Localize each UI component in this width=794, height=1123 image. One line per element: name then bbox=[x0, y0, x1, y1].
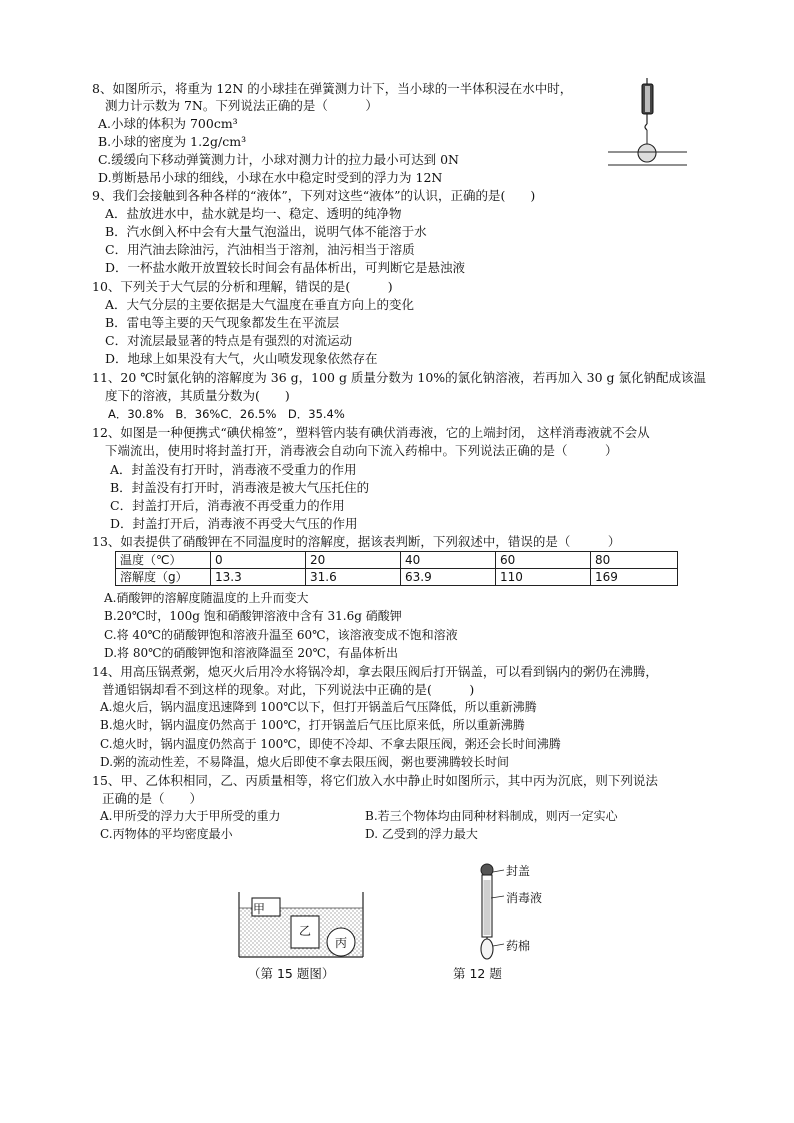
table-cell: 60 bbox=[496, 552, 591, 569]
solubility-table bbox=[115, 551, 678, 586]
q9-stem: 9、我们会接触到各种各样的“液体”，下列对这些“液体”的认识，正确的是( ) bbox=[92, 188, 536, 203]
table-cell: 40 bbox=[401, 552, 496, 569]
q15-option-d: D. 乙受到的浮力最大 bbox=[365, 827, 478, 841]
q8-option-b: B.小球的密度为 1.2g/cm³ bbox=[98, 134, 247, 149]
q8-option-a: A.小球的体积为 700cm³ bbox=[98, 116, 238, 131]
q9-option-b: B．汽水倒入杯中会有大量气泡溢出，说明气体不能溶于水 bbox=[105, 224, 427, 239]
fig12-caption: 第 12 题 bbox=[453, 966, 502, 981]
table-row bbox=[116, 569, 678, 586]
table-cell: 63.9 bbox=[401, 569, 496, 586]
q13-option-d: D.将 80℃的硝酸钾饱和溶液降温至 20℃，有晶体析出 bbox=[104, 646, 399, 660]
table-cell: 溶解度（g） bbox=[116, 569, 211, 586]
q13-stem: 13、如表提供了硝酸钾在不同温度时的溶解度，据该表判断，下列叙述中，错误的是（ ） bbox=[92, 534, 621, 549]
q8-stem-line1: 8、如图所示，将重为 12N 的小球挂在弹簧测力计下，当小球的一半体积浸在水中时， bbox=[92, 81, 573, 96]
q9-option-c: C．用汽油去除油污，汽油相当于溶剂，油污相当于溶质 bbox=[105, 242, 415, 257]
q12-stem-line2: 下端流出，使用时将封盖打开，消毒液会自动向下流入药棉中。下列说法正确的是（ ） bbox=[105, 443, 618, 458]
q12-option-a: A．封盖没有打开时，消毒液不受重力的作用 bbox=[110, 462, 357, 477]
table-cell: 温度（℃） bbox=[116, 552, 211, 569]
q14-option-a: A.熄火后，锅内温度迅速降到 100℃以下，但打开锅盖后气压降低，所以重新沸腾 bbox=[100, 700, 537, 714]
q15-option-c: C.丙物体的平均密度最小 bbox=[100, 827, 233, 841]
q15-option-b: B.若三个物体均由同种材料制成，则丙一定实心 bbox=[365, 809, 618, 823]
table-cell: 169 bbox=[591, 569, 678, 586]
q8-option-d: D.剪断悬吊小球的细线，小球在水中稳定时受到的浮力为 12N bbox=[98, 170, 443, 185]
q11-options: A．30.8% B．36%C．26.5% D．35.4% bbox=[108, 407, 345, 421]
table-row bbox=[116, 552, 678, 569]
q9-option-d: D．一杯盐水敞开放置较长时间会有晶体析出，可判断它是悬浊液 bbox=[105, 260, 466, 275]
label-cap: 封盖 bbox=[506, 864, 531, 878]
q14-option-c: C.熄火时，锅内温度仍然高于 100℃，即使不冷却、不拿去限压阀，粥还会长时间沸腾 bbox=[100, 737, 561, 751]
q8-stem-line2: 测力计示数为 7N。下列说法正确的是（ ） bbox=[105, 98, 378, 113]
table-cell: 80 bbox=[591, 552, 678, 569]
q13-option-c: C.将 40℃的硝酸钾饱和溶液升温至 60℃，该溶液变成不饱和溶液 bbox=[104, 628, 458, 642]
q10-option-c: C．对流层最显著的特点是有强烈的对流运动 bbox=[105, 333, 353, 348]
q12-option-b: B．封盖没有打开时，消毒液是被大气压托住的 bbox=[110, 480, 370, 495]
q15-option-a: A.甲所受的浮力大于甲所受的重力 bbox=[100, 809, 281, 823]
label-yi: 乙 bbox=[299, 924, 312, 938]
label-jia: 甲 bbox=[253, 902, 266, 916]
q12-option-c: C．封盖打开后，消毒液不再受重力的作用 bbox=[110, 498, 345, 513]
q14-option-d: D.粥的流动性差，不易降温，熄火后即使不拿去限压阀，粥也要沸腾较长时间 bbox=[100, 755, 510, 769]
q10-option-b: B．雷电等主要的天气现象都发生在平流层 bbox=[105, 315, 340, 330]
q10-stem: 10、下列关于大气层的分析和理解，错误的是( ) bbox=[92, 279, 393, 294]
label-cotton: 药棉 bbox=[506, 939, 531, 953]
q10-option-d: D．地球上如果没有大气，火山喷发现象依然存在 bbox=[105, 351, 378, 366]
q14-stem-line2: 普通铝锅却看不到这样的现象。对此，下列说法中正确的是( ) bbox=[102, 682, 475, 697]
q11-stem-line2: 度下的溶液，其质量分数为( ) bbox=[105, 388, 290, 403]
q14-stem-line1: 14、用高压锅煮粥，熄灭火后用冷水将锅冷却，拿去限压阀后打开锅盖，可以看到锅内的粥仍在沸腾， bbox=[92, 664, 658, 679]
spring-scale-figure bbox=[605, 76, 690, 171]
q15-stem-line2: 正确的是（ ） bbox=[102, 791, 203, 806]
q8-option-c: C.缓缓向下移动弹簧测力计，小球对测力计的拉力最小可达到 0N bbox=[98, 152, 459, 167]
q10-option-a: A．大气分层的主要依据是大气温度在垂直方向上的变化 bbox=[105, 297, 415, 312]
table-cell: 110 bbox=[496, 569, 591, 586]
table-cell: 0 bbox=[211, 552, 306, 569]
q12-option-d: D．封盖打开后，消毒液不再受大气压的作用 bbox=[110, 516, 358, 531]
table-cell: 20 bbox=[306, 552, 401, 569]
fig15-caption: （第 15 题图） bbox=[248, 966, 335, 981]
q11-stem-line1: 11、20 ℃时氯化钠的溶解度为 36 g，100 g 质量分数为 10%的氯化钠溶液，若再加入 30 g 氯化钠配成该温 bbox=[92, 370, 707, 385]
q15-stem-line1: 15、甲、乙体积相同，乙、丙质量相等，将它们放入水中静止时如图所示，其中丙为沉底，则下列说法 bbox=[92, 773, 658, 788]
q9-option-a: A．盐放进水中，盐水就是均一、稳定、透明的纯净物 bbox=[105, 206, 402, 221]
label-bing: 丙 bbox=[335, 936, 348, 950]
q14-option-b: B.熄火时，锅内温度仍然高于 100℃，打开锅盖后气压比原来低，所以重新沸腾 bbox=[100, 718, 525, 732]
label-disinfectant: 消毒液 bbox=[506, 891, 543, 905]
table-cell: 13.3 bbox=[211, 569, 306, 586]
q12-stem-line1: 12、如图是一种便携式“碘伏棉签”，塑料管内装有碘伏消毒液，它的上端封闭， 这样消毒液就不会从 bbox=[92, 425, 650, 440]
table-cell: 31.6 bbox=[306, 569, 401, 586]
q13-option-b: B.20℃时，100g 饱和硝酸钾溶液中含有 31.6g 硝酸钾 bbox=[104, 609, 402, 623]
q13-option-a: A.硝酸钾的溶解度随温度的上升而变大 bbox=[104, 591, 309, 605]
